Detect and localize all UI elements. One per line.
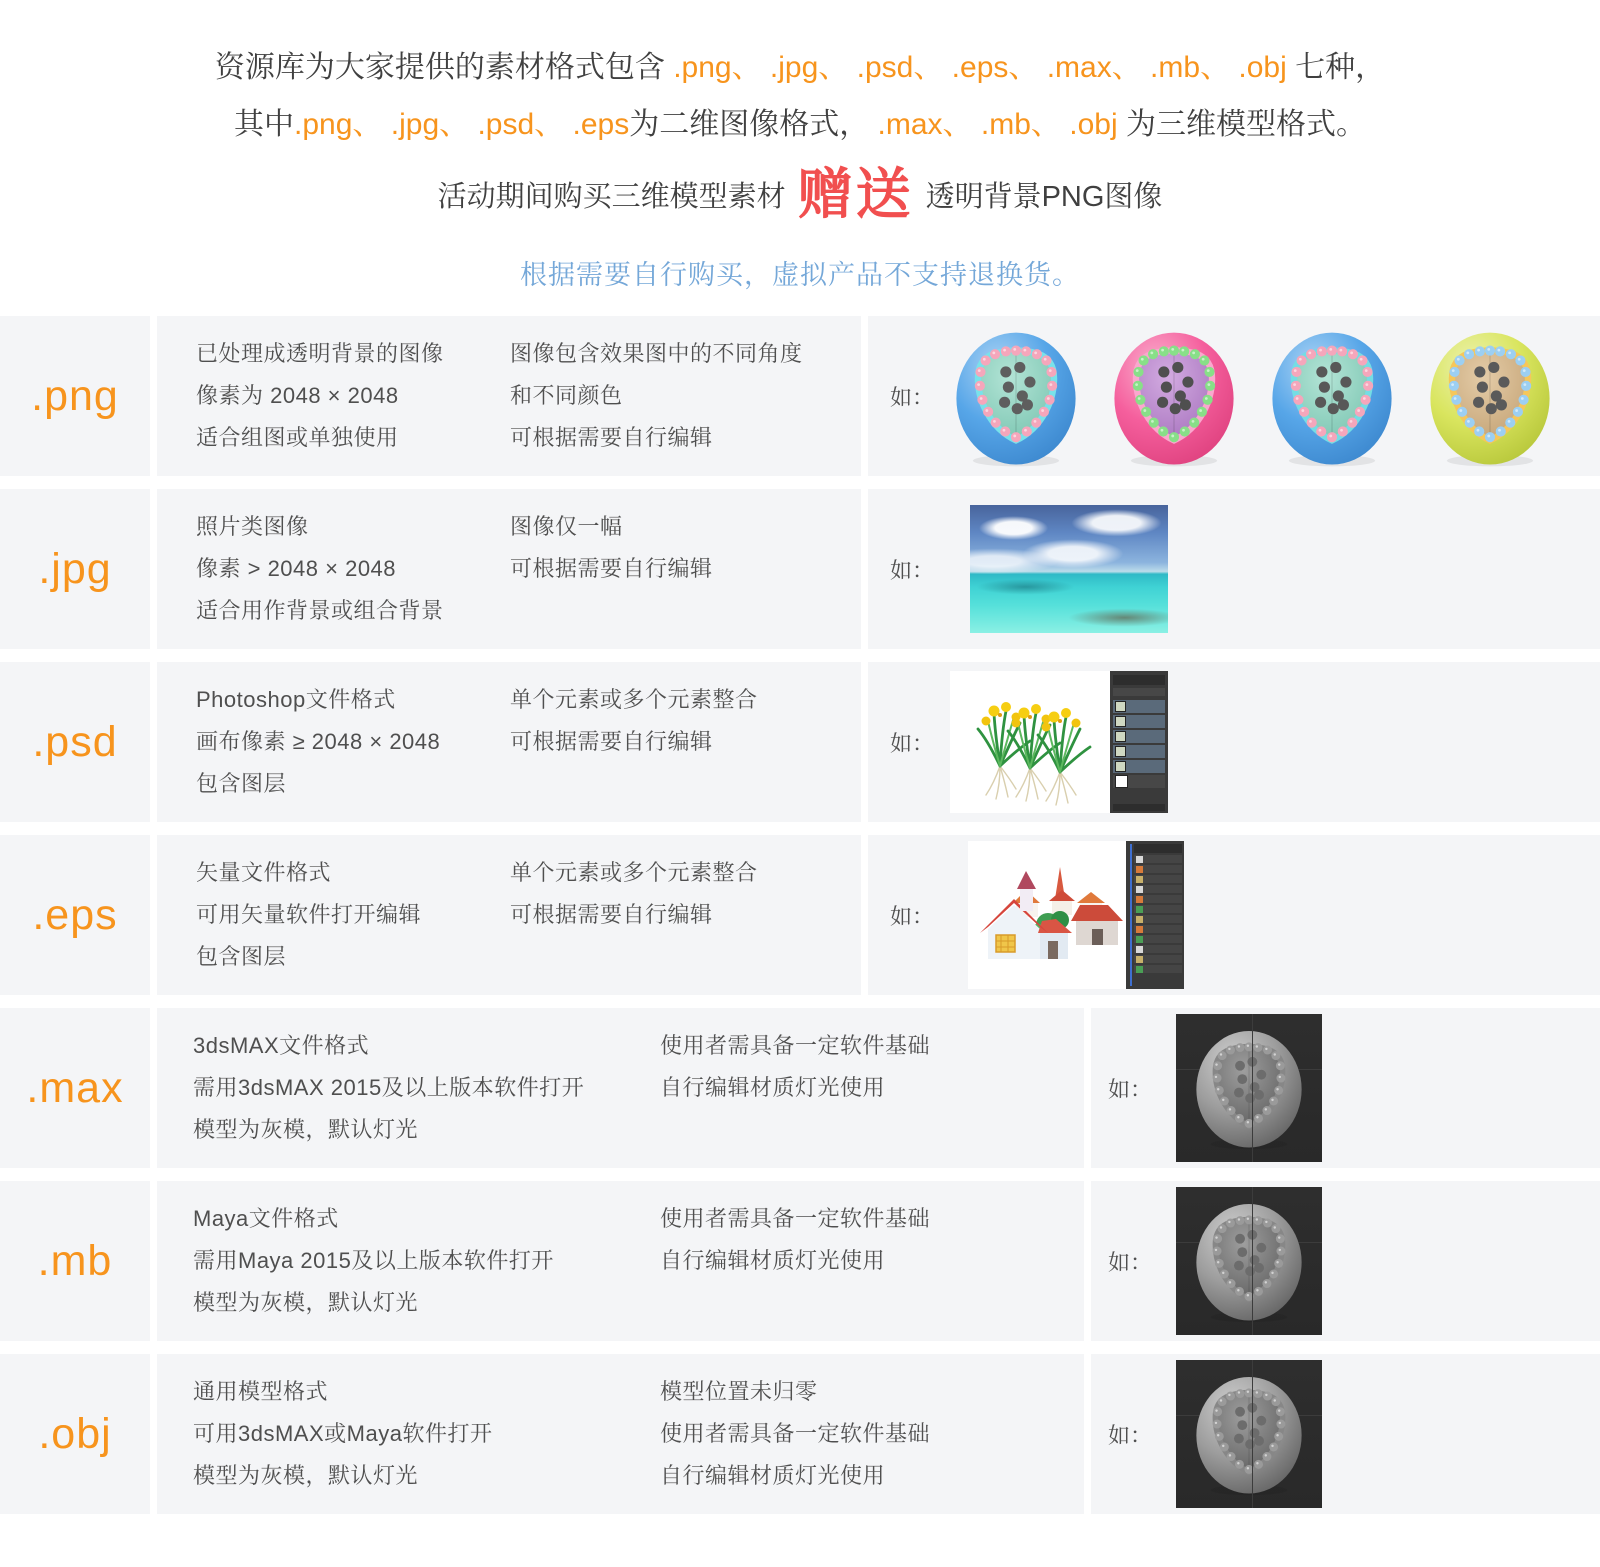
png-example-cell: [868, 316, 1600, 476]
jpg-desc-col1: [196, 506, 444, 632]
layer-thumb: [1116, 732, 1125, 741]
eps-example-cell: [868, 835, 1600, 995]
header-line1-formats: .png、 .jpg、 .psd、 .eps、 .max、 .mb、 .obj: [673, 51, 1287, 84]
layer-thumb: [1136, 906, 1143, 913]
eps-desc-col2: [510, 852, 758, 936]
png-desc-cell: [157, 316, 861, 476]
desc-line: 可根据需要自行编辑: [510, 729, 713, 754]
header-line2-mid: 为二维图像格式，: [629, 108, 878, 141]
example-label: 如：: [1108, 1422, 1153, 1448]
desc-line: 需用Maya 2015及以上版本软件打开: [193, 1248, 554, 1273]
jpg-ext-label: .jpg: [38, 544, 112, 593]
desc-line: 像素 > 2048 × 2048: [196, 556, 397, 581]
layer-thumb: [1116, 762, 1125, 771]
desc-line: 模型为灰模，默认灯光: [193, 1463, 419, 1488]
eps-desc-cell: [157, 835, 861, 995]
promo-text-right: 透明背景PNG图像: [925, 180, 1163, 213]
example-label: 如：: [890, 557, 935, 583]
format-row-jpg: [0, 489, 1600, 649]
header-line-2: [0, 99, 1600, 143]
desc-line: 可用矢量软件打开编辑: [196, 902, 422, 927]
max-desc-cell: [157, 1008, 1084, 1168]
sphere-render-blue-1: [952, 325, 1080, 467]
layer-row: [1134, 945, 1182, 953]
layer-row: [1134, 885, 1182, 893]
3dsmax-viewport-example: [1176, 1014, 1322, 1162]
desc-line: 矢量文件格式: [196, 860, 332, 885]
desc-line: Photoshop文件格式: [196, 687, 396, 712]
header-line2-formats-2d: .png、 .jpg、 .psd、 .eps: [294, 108, 630, 141]
desc-line: 使用者需具备一定软件基础: [660, 1206, 931, 1231]
header-line2-text: 其中: [234, 108, 295, 141]
jpg-desc-cell: [157, 489, 861, 649]
desc-line: 通用模型格式: [193, 1379, 329, 1404]
layer-thumb: [1136, 936, 1143, 943]
max-desc-col2: [660, 1025, 930, 1109]
sphere-render-pink: [1110, 325, 1238, 467]
format-row-mb: [0, 1181, 1600, 1341]
desc-line: 模型位置未归零: [660, 1379, 818, 1404]
layer-thumb: [1136, 956, 1143, 963]
psd-example-cell: [868, 662, 1600, 822]
desc-line: 可根据需要自行编辑: [510, 902, 713, 927]
layer-thumb: [1116, 776, 1127, 787]
jpg-label-cell: [0, 489, 150, 649]
illustrator-screenshot-example: [968, 841, 1184, 989]
layer-row: [1134, 865, 1182, 873]
png-example-images: [942, 325, 1554, 467]
layer-row: [1113, 760, 1165, 773]
desc-line: 图像仅一幅: [510, 514, 623, 539]
obj-viewport-example: [1176, 1360, 1322, 1508]
psd-canvas-flowers: [950, 671, 1110, 813]
desc-line: 使用者需具备一定软件基础: [660, 1421, 931, 1446]
png-ext-label: .png: [31, 371, 119, 420]
layer-row: [1134, 925, 1182, 933]
psd-desc-col1: [196, 679, 440, 805]
header-line-1: [0, 42, 1600, 86]
promo-line: [0, 163, 1600, 225]
beach-photo-example: [970, 505, 1168, 633]
eps-label-cell: [0, 835, 150, 995]
layer-row: [1134, 955, 1182, 963]
max-ext-label: .max: [26, 1063, 124, 1112]
photoshop-layers-panel: [1110, 671, 1168, 813]
mb-ext-label: .mb: [37, 1236, 113, 1285]
png-desc-col1: [196, 333, 444, 459]
layer-row: [1113, 745, 1165, 758]
desc-line: 自行编辑材质灯光使用: [660, 1075, 886, 1100]
png-desc-col2: [510, 333, 803, 459]
desc-line: 适合组图或单独使用: [196, 425, 399, 450]
layer-row: [1113, 730, 1165, 743]
example-label: 如：: [890, 730, 935, 756]
psd-ext-label: .psd: [32, 717, 118, 766]
eps-desc-col1: [196, 852, 421, 978]
layer-row: [1134, 905, 1182, 913]
example-label: 如：: [890, 903, 935, 929]
desc-line: 画布像素 ≥ 2048 × 2048: [196, 729, 441, 754]
format-row-obj: [0, 1354, 1600, 1514]
layer-thumb: [1136, 916, 1143, 923]
layer-thumb: [1136, 896, 1143, 903]
mb-example-cell: [1091, 1181, 1600, 1341]
header-line2-formats-3d: .max、 .mb、 .obj: [877, 108, 1118, 141]
desc-line: 包含图层: [196, 944, 287, 969]
desc-line: 照片类图像: [196, 514, 309, 539]
panel-header: [1113, 675, 1165, 685]
png-label-cell: [0, 316, 150, 476]
mb-label-cell: [0, 1181, 150, 1341]
obj-desc-col1: [193, 1371, 492, 1497]
layer-thumb: [1136, 866, 1143, 873]
desc-line: 使用者需具备一定软件基础: [660, 1033, 931, 1058]
layer-row: [1134, 935, 1182, 943]
desc-line: 已处理成透明背景的图像: [196, 341, 444, 366]
desc-line: 可根据需要自行编辑: [510, 556, 713, 581]
photoshop-screenshot-example: [950, 671, 1168, 813]
format-row-eps: [0, 835, 1600, 995]
desc-line: 自行编辑材质灯光使用: [660, 1463, 886, 1488]
gray-model-render: [1193, 1197, 1305, 1323]
desc-line: 可根据需要自行编辑: [510, 425, 713, 450]
gray-model-render: [1193, 1370, 1305, 1496]
layer-row: [1134, 895, 1182, 903]
panel-header: [1134, 844, 1182, 853]
desc-line: 和不同颜色: [510, 383, 623, 408]
desc-line: 模型为灰模，默认灯光: [193, 1117, 419, 1142]
format-row-png: [0, 316, 1600, 476]
desc-line: Maya文件格式: [193, 1206, 339, 1231]
panel-toolbar: [1113, 688, 1165, 696]
purchase-notice: 根据需要自行购买，虚拟产品不支持退换货。: [520, 260, 1080, 290]
jpg-desc-col2: [510, 506, 713, 590]
mb-desc-col1: [193, 1198, 554, 1324]
format-row-psd: [0, 662, 1600, 822]
jpg-example-cell: [868, 489, 1600, 649]
obj-ext-label: .obj: [38, 1409, 112, 1458]
obj-label-cell: [0, 1354, 150, 1514]
background-layer-row: [1113, 775, 1165, 788]
layer-row: [1134, 875, 1182, 883]
illustrator-layers-panel: [1126, 841, 1184, 989]
desc-line: 适合用作背景或组合背景: [196, 598, 444, 623]
desc-line: 图像包含效果图中的不同角度: [510, 341, 803, 366]
desc-line: 3dsMAX文件格式: [193, 1033, 370, 1058]
maya-viewport-example: [1176, 1187, 1322, 1335]
gray-model-render: [1193, 1024, 1305, 1150]
psd-desc-cell: [157, 662, 861, 822]
promo-text-left: 活动期间购买三维模型素材: [437, 180, 786, 213]
layer-row: [1134, 915, 1182, 923]
max-label-cell: [0, 1008, 150, 1168]
layer-thumb: [1136, 876, 1143, 883]
layer-thumb: [1136, 946, 1143, 953]
layer-thumb: [1136, 966, 1143, 973]
gift-badge: 赠送: [797, 163, 914, 225]
sphere-render-blue-2: [1268, 325, 1396, 467]
layer-thumb: [1136, 886, 1143, 893]
layer-thumb: [1116, 717, 1125, 726]
obj-desc-cell: [157, 1354, 1084, 1514]
desc-line: 包含图层: [196, 771, 287, 796]
example-label: 如：: [890, 384, 935, 410]
mb-desc-cell: [157, 1181, 1084, 1341]
layer-thumb: [1116, 747, 1125, 756]
desc-line: 单个元素或多个元素整合: [510, 687, 758, 712]
max-example-cell: [1091, 1008, 1600, 1168]
layer-row: [1113, 715, 1165, 728]
max-desc-col1: [193, 1025, 584, 1151]
layer-row: [1134, 855, 1182, 863]
psd-label-cell: [0, 662, 150, 822]
layer-row: [1113, 700, 1165, 713]
desc-line: 需用3dsMAX 2015及以上版本软件打开: [193, 1075, 585, 1100]
layer-row: [1134, 965, 1182, 973]
header-line2-tail: 为三维模型格式。: [1117, 108, 1366, 141]
obj-desc-col2: [660, 1371, 930, 1497]
psd-desc-col2: [510, 679, 758, 763]
format-row-max: [0, 1008, 1600, 1168]
eps-canvas-houses: [968, 841, 1126, 989]
obj-example-cell: [1091, 1354, 1600, 1514]
desc-line: 模型为灰模，默认灯光: [193, 1290, 419, 1315]
mb-desc-col2: [660, 1198, 930, 1282]
desc-line: 像素为 2048 × 2048: [196, 383, 399, 408]
header-line1-text: 资源库为大家提供的素材格式包含: [214, 51, 674, 84]
panel-footer: [1113, 804, 1165, 811]
desc-line: 自行编辑材质灯光使用: [660, 1248, 886, 1273]
example-label: 如：: [1108, 1076, 1153, 1102]
layer-thumb: [1136, 856, 1143, 863]
example-label: 如：: [1108, 1249, 1153, 1275]
desc-line: 单个元素或多个元素整合: [510, 860, 758, 885]
header-line1-tail: 七种，: [1286, 51, 1386, 84]
sphere-render-yellow: [1426, 325, 1554, 467]
layer-thumb: [1116, 702, 1125, 711]
layer-thumb: [1136, 926, 1143, 933]
desc-line: 可用3dsMAX或Maya软件打开: [193, 1421, 493, 1446]
eps-ext-label: .eps: [32, 890, 118, 939]
